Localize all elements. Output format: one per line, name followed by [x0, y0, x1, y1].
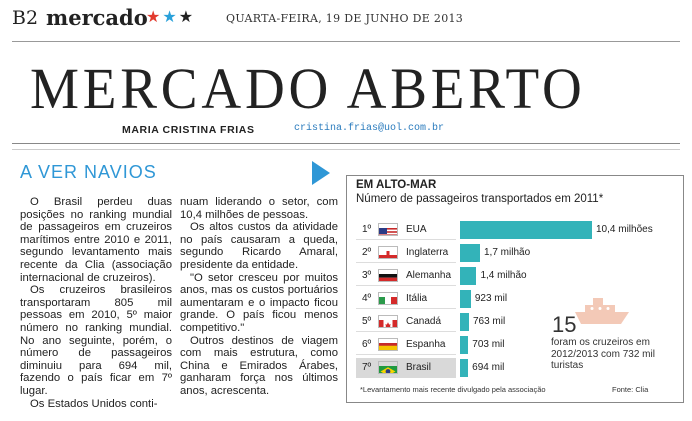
- rank-label: 2º: [362, 247, 372, 258]
- publication-date: QUARTA-FEIRA, 19 DE JUNHO DE 2013: [226, 12, 464, 25]
- bar: [460, 290, 471, 308]
- rank-label: 4º: [362, 293, 372, 304]
- section-name: mercado: [46, 5, 148, 30]
- chart-row: [356, 220, 682, 240]
- rank-label: 1º: [362, 224, 372, 235]
- column-title: MERCADO ABERTO: [30, 56, 586, 121]
- value-label: 923 mil: [474, 293, 508, 304]
- bar: [460, 267, 476, 285]
- value-label: 694 mil: [472, 362, 505, 373]
- chart-footnote: *Levantamento mais recente divulgado pela associação: [360, 385, 546, 394]
- section-stars: [146, 7, 195, 26]
- row-divider: [356, 354, 456, 355]
- arrow-right-icon: [312, 161, 330, 185]
- country-label: Espanha: [406, 339, 446, 350]
- bar: [460, 336, 468, 354]
- chart-source: Fonte: Clia: [612, 385, 649, 394]
- country-label: EUA: [406, 224, 427, 235]
- rank-label: 7º: [362, 362, 372, 373]
- article-paragraph: nuam liderando o setor, com 10,4 milhões de pessoas.: [180, 196, 338, 221]
- rank-label: 5º: [362, 316, 372, 327]
- country-label: Itália: [406, 293, 428, 304]
- section-number: B2: [12, 7, 39, 29]
- article-paragraph: Os Estados Unidos conti-: [30, 397, 158, 410]
- flag-germany-icon: [378, 269, 398, 282]
- value-label: 703 mil: [472, 339, 505, 350]
- bar: [460, 359, 468, 377]
- flag-usa-icon: [378, 223, 398, 236]
- star-icon: ★: [146, 7, 163, 26]
- article-paragraph: Os cruzeiros brasileiros transportaram 805 mil pessoas em 2010, 5º maior número no ranking mundial. No ano seguinte, porém, o número de passageiros diminuiu para 694 mil, fazendo o país ficar em 7º lugar.: [20, 284, 172, 397]
- row-divider: [356, 331, 456, 332]
- flag-spain-icon: [378, 338, 398, 351]
- country-label: Inglaterra: [406, 247, 449, 258]
- chart-subtitle: Número de passageiros transportados em 2011*: [356, 193, 604, 205]
- flag-brazil-icon: [378, 361, 398, 374]
- value-label: 1,4 milhão: [480, 270, 527, 281]
- row-divider: [356, 262, 456, 263]
- star-icon: ★: [162, 7, 179, 26]
- article-column-2: [180, 196, 338, 398]
- column-author: MARIA CRISTINA FRIAS: [122, 124, 255, 136]
- cruise-description: foram os cruzeiros em 2012/2013 com 732 mil turistas: [551, 337, 655, 371]
- article-paragraph: Outros destinos de viagem com mais estrutura, como China e Emirados Árabes, ganharam força nos últimos anos, acrescenta.: [180, 334, 338, 397]
- title-divider: [12, 143, 680, 144]
- row-divider: [356, 308, 456, 309]
- ship-icon: [575, 296, 629, 326]
- flag-italy-icon: [378, 292, 398, 305]
- bar: [460, 221, 592, 239]
- country-label: Brasil: [406, 362, 432, 373]
- article-paragraph: Os altos custos da atividade no país causaram a queda, segundo Ricardo Amaral, presidente da entidade.: [180, 221, 338, 271]
- rank-label: 3º: [362, 270, 372, 281]
- article-paragraph: O Brasil perdeu duas posições no ranking mundial de passageiros em cruzeiros marítimos entre 2010 e 2011, segundo levantamento mais recente da Clia (associação internacional de cruzeiros).: [20, 196, 172, 284]
- chart-row: [356, 243, 682, 263]
- chart-row: [356, 312, 682, 332]
- star-icon: ★: [178, 7, 196, 26]
- country-label: Canadá: [406, 316, 442, 327]
- value-label: 1,7 milhão: [484, 247, 531, 258]
- article-paragraph: "O setor cresceu por muitos anos, mas os custos portuários aumentaram e o impacto ficou grande. O país ficou menos competitivo.": [180, 271, 338, 334]
- title-divider-secondary: [12, 149, 680, 150]
- row-divider: [356, 285, 456, 286]
- row-divider: [356, 239, 456, 240]
- chart-title: EM ALTO-MAR: [356, 179, 437, 191]
- flag-england-icon: [378, 246, 398, 259]
- value-label: 763 mil: [472, 316, 506, 327]
- country-label: Alemanha: [406, 270, 452, 281]
- value-label: 10,4 milhões: [596, 224, 653, 235]
- rank-label: 6º: [362, 339, 372, 350]
- bar: [460, 313, 469, 331]
- flag-canada-icon: [378, 315, 398, 328]
- header-divider: [12, 41, 680, 42]
- author-email-link[interactable]: cristina.frias@uol.com.br: [294, 123, 445, 134]
- article-kicker: A VER NAVIOS: [20, 162, 157, 182]
- chart-row: [356, 266, 682, 286]
- chart-row: [356, 289, 682, 309]
- cruise-count: 15: [552, 312, 577, 337]
- bar: [460, 244, 480, 262]
- article-column-1: [20, 196, 172, 410]
